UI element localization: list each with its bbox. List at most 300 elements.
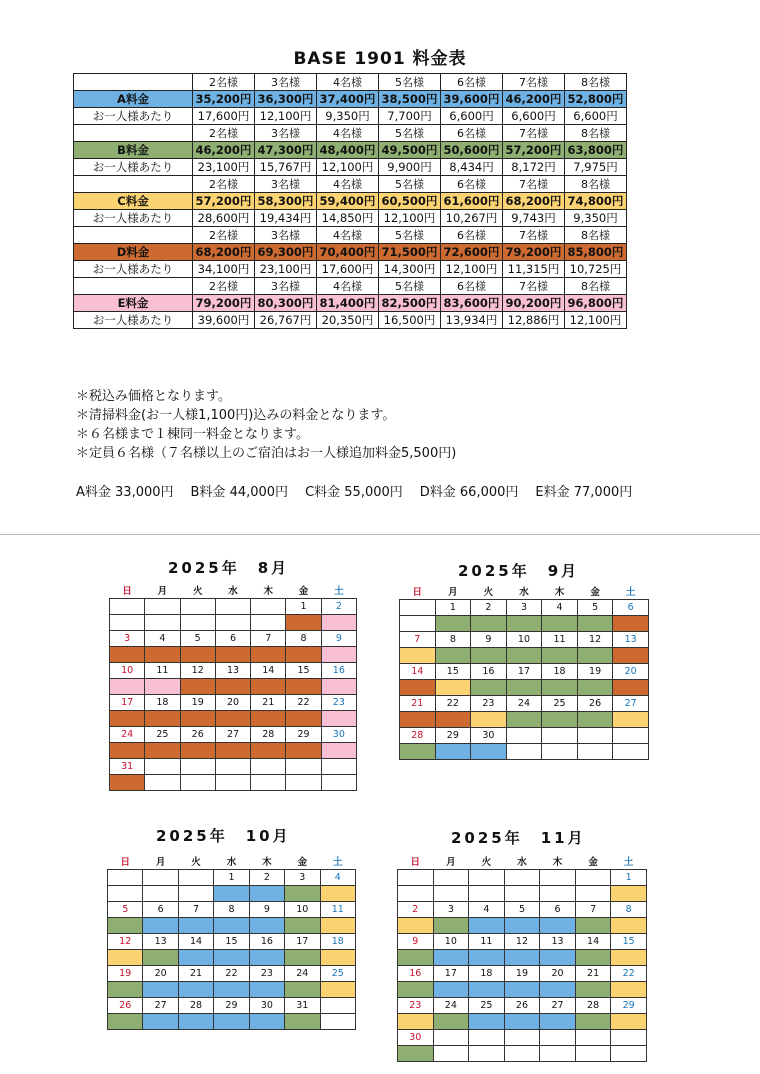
per-person-cell: 20,350円	[317, 312, 379, 329]
day-number: 9	[321, 631, 356, 647]
day-number: 25	[145, 727, 180, 743]
plan-summary-item: E料金 77,000円	[535, 485, 633, 500]
plan-color-cell-b	[575, 982, 611, 998]
header-cell: 6名様	[441, 125, 503, 142]
empty-day	[251, 599, 286, 615]
weekday-label: 日	[120, 857, 130, 868]
plan-color-cell-a	[249, 918, 284, 934]
price-header-row	[74, 74, 627, 91]
plan-color-empty	[540, 1046, 576, 1062]
day-number: 27	[215, 727, 250, 743]
plan-color-cell-b	[285, 1014, 320, 1030]
rate-cell: 52,800円	[565, 91, 627, 108]
day-number: 19	[108, 966, 143, 982]
plan-color-empty	[433, 1046, 469, 1062]
plan-color-cell-e	[321, 743, 356, 759]
day-number: 28	[251, 727, 286, 743]
day-number: 12	[577, 632, 613, 648]
empty-day	[469, 1030, 505, 1046]
plan-color-cell-d	[145, 711, 180, 727]
plan-row	[398, 1046, 647, 1062]
plan-color-cell-b	[435, 648, 471, 664]
rate-cell: 63,800円	[565, 142, 627, 159]
date-row	[400, 696, 649, 712]
date-row	[110, 695, 357, 711]
day-number: 4	[320, 870, 355, 886]
weekday-label: 木	[263, 586, 274, 597]
price-header-row	[74, 227, 627, 244]
rate-cell: 47,300円	[255, 142, 317, 159]
empty-day	[215, 759, 250, 775]
date-row	[108, 902, 356, 918]
per-person-cell: 19,434円	[255, 210, 317, 227]
plan-color-empty	[110, 615, 145, 631]
plan-row	[110, 775, 357, 791]
plan-summary-item: A料金 33,000円	[76, 485, 174, 500]
rate-cell: 48,400円	[317, 142, 379, 159]
header-cell: 6名様	[441, 74, 503, 91]
plan-color-cell-b	[108, 982, 143, 998]
plan-color-empty	[180, 615, 215, 631]
note-line: ＊６名様まで１棟同一料金となります。	[76, 427, 309, 442]
date-row	[110, 727, 357, 743]
header-cell: 7名様	[503, 176, 565, 193]
per-person-row	[74, 210, 627, 227]
per-person-cell: 12,100円	[441, 261, 503, 278]
plan-color-cell-d	[215, 647, 250, 663]
plan-label: D料金	[74, 244, 193, 261]
day-number: 21	[400, 696, 436, 712]
date-row	[398, 1030, 647, 1046]
plan-row	[400, 648, 649, 664]
rate-cell: 57,200円	[503, 142, 565, 159]
day-number: 20	[613, 664, 649, 680]
day-number: 26	[108, 998, 143, 1014]
plan-color-cell-a	[504, 950, 540, 966]
date-row	[108, 870, 356, 886]
plan-color-cell-c	[320, 918, 355, 934]
plan-row	[110, 615, 357, 631]
per-person-cell: 10,725円	[565, 261, 627, 278]
rate-cell: 83,600円	[441, 295, 503, 312]
day-number: 2	[471, 600, 507, 616]
per-person-cell: 16,500円	[379, 312, 441, 329]
plan-color-empty	[145, 775, 180, 791]
day-number: 14	[575, 934, 611, 950]
plan-color-cell-b	[398, 1046, 434, 1062]
day-number: 10	[110, 663, 145, 679]
weekday-label: 金	[297, 857, 308, 868]
day-number: 2	[398, 902, 434, 918]
plan-color-cell-a	[469, 918, 505, 934]
header-cell: 8名様	[565, 227, 627, 244]
day-number: 10	[506, 632, 542, 648]
plan-color-cell-b	[108, 918, 143, 934]
weekday-label: 木	[552, 857, 563, 868]
rate-cell: 38,500円	[379, 91, 441, 108]
empty-day	[577, 728, 613, 744]
plan-color-cell-b	[285, 886, 320, 902]
day-number: 2	[249, 870, 284, 886]
plan-color-cell-b	[398, 982, 434, 998]
rate-cell: 49,500円	[379, 142, 441, 159]
plan-color-cell-c	[320, 982, 355, 998]
day-number: 1	[611, 870, 647, 886]
weekday-label: 木	[262, 857, 272, 868]
plan-color-cell-a	[214, 1014, 249, 1030]
plan-row	[400, 744, 649, 760]
day-number: 24	[506, 696, 542, 712]
plan-color-cell-a	[249, 1014, 284, 1030]
weekday-label: 水	[519, 587, 529, 598]
day-number: 14	[400, 664, 436, 680]
plan-row	[400, 680, 649, 696]
date-row	[400, 632, 649, 648]
plan-color-cell-c	[613, 712, 649, 728]
day-number: 22	[286, 695, 321, 711]
empty-day	[108, 870, 143, 886]
day-number: 13	[143, 934, 178, 950]
rate-cell: 72,600円	[441, 244, 503, 261]
weekday-label: 土	[333, 857, 343, 868]
weekday-label: 日	[412, 587, 423, 598]
plan-color-cell-a	[178, 950, 213, 966]
plan-color-cell-c	[435, 680, 471, 696]
empty-day	[180, 599, 215, 615]
plan-summary-item: B料金 44,000円	[190, 485, 289, 500]
header-cell: 8名様	[565, 74, 627, 91]
day-number: 13	[613, 632, 649, 648]
plan-color-cell-b	[575, 950, 611, 966]
rate-cell: 57,200円	[193, 193, 255, 210]
empty-day	[110, 599, 145, 615]
day-number: 16	[398, 966, 434, 982]
empty-day	[506, 728, 542, 744]
plan-color-cell-b	[577, 616, 613, 632]
calendar-title: 2025年 10月	[156, 827, 291, 845]
empty-day	[540, 1030, 576, 1046]
plan-color-cell-d	[435, 712, 471, 728]
empty-day	[575, 870, 611, 886]
plan-color-cell-a	[433, 982, 469, 998]
weekday-label: 日	[122, 586, 132, 597]
plan-color-empty	[215, 775, 250, 791]
header-cell: 7名様	[503, 74, 565, 91]
note-line: ＊定員６名様（７名様以上のご宿泊はお一人様追加料金5,500円)	[76, 446, 457, 461]
day-number: 26	[504, 998, 540, 1014]
rate-cell: 68,200円	[503, 193, 565, 210]
header-cell: 4名様	[317, 278, 379, 295]
weekday-label: 土	[623, 857, 634, 868]
rate-cell: 74,800円	[565, 193, 627, 210]
day-number: 17	[433, 966, 469, 982]
day-number: 15	[214, 934, 249, 950]
plan-color-cell-d	[110, 775, 145, 791]
plan-color-empty	[143, 886, 178, 902]
rate-cell: 36,300円	[255, 91, 317, 108]
rate-cell: 71,500円	[379, 244, 441, 261]
day-number: 16	[249, 934, 284, 950]
plan-color-cell-d	[251, 647, 286, 663]
day-number: 9	[398, 934, 434, 950]
empty-day	[178, 870, 213, 886]
plan-label: A料金	[74, 91, 193, 108]
per-person-cell: 26,767円	[255, 312, 317, 329]
rate-cell: 39,600円	[441, 91, 503, 108]
header-cell: 3名様	[255, 278, 317, 295]
day-number: 18	[320, 934, 355, 950]
header-cell: 5名様	[379, 278, 441, 295]
weekday-header-row	[400, 583, 649, 600]
day-number: 1	[214, 870, 249, 886]
day-number: 22	[214, 966, 249, 982]
header-cell: 4名様	[317, 125, 379, 142]
day-number: 28	[400, 728, 436, 744]
plan-color-cell-d	[180, 647, 215, 663]
header-blank-cell	[74, 278, 193, 295]
header-cell: 2名様	[193, 125, 255, 142]
weekday-label: 木	[554, 587, 565, 598]
plan-label: C料金	[74, 193, 193, 210]
day-number: 22	[611, 966, 647, 982]
date-row	[398, 998, 647, 1014]
day-number: 21	[178, 966, 213, 982]
day-number: 7	[178, 902, 213, 918]
plan-color-cell-c	[611, 886, 647, 902]
plan-color-cell-d	[145, 743, 180, 759]
per-person-cell: 8,434円	[441, 159, 503, 176]
rate-cell: 59,400円	[317, 193, 379, 210]
header-cell: 2名様	[193, 227, 255, 244]
calendar-grid	[107, 853, 356, 1030]
header-cell: 5名様	[379, 227, 441, 244]
plan-color-cell-a	[249, 950, 284, 966]
plan-color-cell-b	[471, 680, 507, 696]
day-number: 24	[433, 998, 469, 1014]
plan-color-cell-b	[285, 982, 320, 998]
day-number: 5	[504, 902, 540, 918]
day-number: 19	[180, 695, 215, 711]
empty-day	[320, 998, 355, 1014]
day-number: 8	[611, 902, 647, 918]
plan-color-cell-b	[577, 680, 613, 696]
day-number: 22	[435, 696, 471, 712]
per-person-cell: 28,600円	[193, 210, 255, 227]
per-person-cell: 12,100円	[317, 159, 379, 176]
weekday-label: 土	[334, 586, 344, 597]
price-header-row	[74, 125, 627, 142]
plan-color-empty	[611, 1046, 647, 1062]
empty-day	[145, 759, 180, 775]
plan-color-cell-d	[613, 648, 649, 664]
plan-color-cell-b	[506, 648, 542, 664]
plan-color-cell-b	[435, 616, 471, 632]
plan-row	[108, 886, 356, 902]
day-number: 25	[469, 998, 505, 1014]
calendar-grid	[399, 583, 649, 760]
plan-row	[110, 711, 357, 727]
day-number: 23	[398, 998, 434, 1014]
per-person-cell: 12,100円	[565, 312, 627, 329]
day-number: 26	[577, 696, 613, 712]
plan-color-cell-c	[108, 950, 143, 966]
per-person-row	[74, 159, 627, 176]
weekday-label: 金	[590, 587, 600, 598]
plan-row	[398, 950, 647, 966]
header-blank-cell	[74, 176, 193, 193]
day-number: 20	[143, 966, 178, 982]
plan-color-cell-d	[613, 616, 649, 632]
day-number: 14	[251, 663, 286, 679]
plan-color-cell-a	[178, 982, 213, 998]
plan-color-cell-d	[400, 712, 436, 728]
day-number: 11	[542, 632, 578, 648]
day-number: 11	[145, 663, 180, 679]
rate-cell: 81,400円	[317, 295, 379, 312]
plan-color-cell-a	[214, 886, 249, 902]
per-person-label: お一人様あたり	[74, 312, 193, 329]
header-cell: 8名様	[565, 278, 627, 295]
day-number: 17	[506, 664, 542, 680]
plan-color-empty	[504, 886, 540, 902]
weekday-label: 火	[191, 857, 201, 868]
weekday-label: 日	[410, 857, 421, 868]
day-number: 8	[286, 631, 321, 647]
day-number: 1	[286, 599, 321, 615]
plan-color-cell-d	[110, 743, 145, 759]
plan-color-empty	[320, 1014, 355, 1030]
plan-color-cell-a	[249, 982, 284, 998]
day-number: 27	[143, 998, 178, 1014]
price-header-row	[74, 176, 627, 193]
plan-rate-row	[74, 142, 627, 159]
per-person-cell: 6,600円	[503, 108, 565, 125]
weekday-label: 水	[228, 586, 238, 597]
header-blank-cell	[74, 74, 193, 91]
per-person-cell: 7,975円	[565, 159, 627, 176]
price-header-row	[74, 278, 627, 295]
day-number: 6	[143, 902, 178, 918]
empty-day	[433, 1030, 469, 1046]
plan-color-cell-b	[400, 744, 436, 760]
day-number: 6	[613, 600, 649, 616]
header-cell: 2名様	[193, 74, 255, 91]
note-line: ＊清掃料金(お一人様1,100円)込みの料金となります。	[76, 408, 396, 423]
plan-color-empty	[540, 886, 576, 902]
day-number: 23	[471, 696, 507, 712]
plan-row	[110, 743, 357, 759]
plan-color-cell-a	[143, 982, 178, 998]
per-person-cell: 17,600円	[193, 108, 255, 125]
per-person-cell: 12,100円	[379, 210, 441, 227]
plan-color-empty	[542, 744, 578, 760]
date-row	[108, 998, 356, 1014]
per-person-cell: 14,300円	[379, 261, 441, 278]
rate-cell: 79,200円	[503, 244, 565, 261]
plan-color-cell-e	[145, 679, 180, 695]
header-cell: 7名様	[503, 125, 565, 142]
weekday-label: 月	[155, 857, 166, 868]
calendar-title: 2025年 8月	[168, 559, 290, 577]
rate-cell: 61,600円	[441, 193, 503, 210]
plan-color-cell-e	[110, 679, 145, 695]
date-row	[398, 870, 647, 886]
plan-color-cell-e	[321, 615, 356, 631]
header-cell: 3名様	[255, 176, 317, 193]
plan-color-cell-c	[398, 918, 434, 934]
day-number: 6	[215, 631, 250, 647]
per-person-cell: 7,700円	[379, 108, 441, 125]
day-number: 12	[108, 934, 143, 950]
rate-cell: 46,200円	[503, 91, 565, 108]
section-divider	[0, 534, 760, 535]
date-row	[110, 663, 357, 679]
day-number: 6	[540, 902, 576, 918]
weekday-label: 土	[625, 587, 636, 598]
per-person-cell: 9,350円	[565, 210, 627, 227]
empty-day	[400, 600, 436, 616]
header-cell: 7名様	[503, 278, 565, 295]
empty-day	[433, 870, 469, 886]
day-number: 3	[506, 600, 542, 616]
plan-color-cell-a	[504, 1014, 540, 1030]
weekday-label: 火	[483, 587, 494, 598]
plan-color-cell-c	[398, 1014, 434, 1030]
plan-color-cell-a	[469, 950, 505, 966]
plan-color-cell-d	[286, 743, 321, 759]
plan-color-cell-b	[575, 1014, 611, 1030]
weekday-label: 金	[588, 857, 598, 868]
empty-day	[575, 1030, 611, 1046]
plan-color-cell-b	[108, 1014, 143, 1030]
header-cell: 4名様	[317, 176, 379, 193]
empty-day	[251, 759, 286, 775]
empty-day	[215, 599, 250, 615]
day-number: 3	[433, 902, 469, 918]
plan-color-cell-d	[286, 679, 321, 695]
day-number: 8	[435, 632, 471, 648]
header-cell: 6名様	[441, 227, 503, 244]
calendar-grid	[109, 582, 357, 791]
plan-color-cell-d	[251, 711, 286, 727]
plan-color-cell-b	[542, 648, 578, 664]
notes	[76, 387, 456, 463]
plan-rate-row	[74, 295, 627, 312]
plan-color-cell-a	[143, 1014, 178, 1030]
date-row	[400, 600, 649, 616]
header-blank-cell	[74, 227, 193, 244]
header-cell: 6名様	[441, 176, 503, 193]
plan-color-cell-c	[611, 918, 647, 934]
plan-color-empty	[506, 744, 542, 760]
header-cell: 8名様	[565, 176, 627, 193]
per-person-cell: 10,267円	[441, 210, 503, 227]
plan-color-cell-a	[178, 918, 213, 934]
plan-color-cell-c	[400, 648, 436, 664]
plan-color-cell-a	[540, 1014, 576, 1030]
day-number: 29	[611, 998, 647, 1014]
day-number: 25	[542, 696, 578, 712]
per-person-cell: 9,743円	[503, 210, 565, 227]
empty-day	[398, 870, 434, 886]
date-row	[110, 759, 357, 775]
rate-cell: 69,300円	[255, 244, 317, 261]
plan-color-empty	[178, 886, 213, 902]
empty-day	[504, 1030, 540, 1046]
rate-cell: 85,800円	[565, 244, 627, 261]
rate-cell: 35,200円	[193, 91, 255, 108]
header-cell: 5名様	[379, 125, 441, 142]
